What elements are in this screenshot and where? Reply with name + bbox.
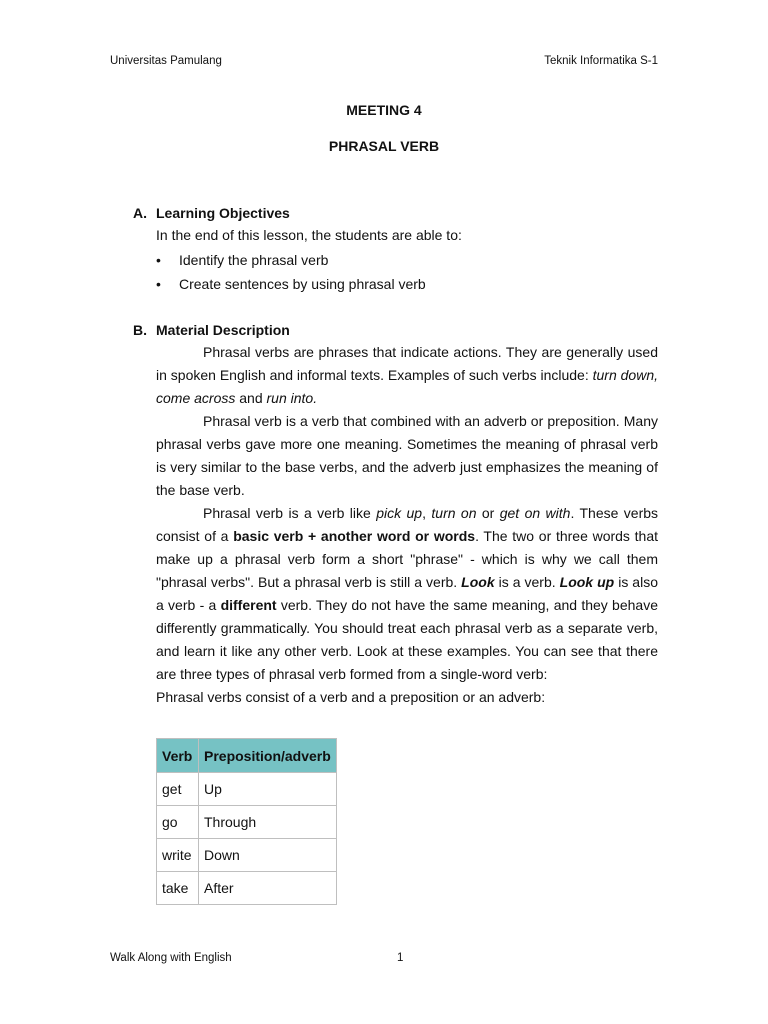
verb-cell: write [157, 839, 199, 872]
paragraph-3: Phrasal verb is a verb like pick up, turn on or get on with. These verbs consist of a basic verb + another word or words. The two or three words that make up a phrasal verb form a short "phrase" - which is why we call them "phrasal verbs". But a phrasal verb is still a verb. Look is a verb. Look up is also a verb - a different verb. They do not have the same meaning, and they behave differently grammatically. You should treat each phrasal verb as a separate verb, and learn it like any other verb. Look at these examples. You can see that there are three types of phrasal verb formed from a single-word verb: [156, 505, 659, 682]
paragraph-1: Phrasal verbs are phrases that indicate actions. They are generally used in spoken English and informal texts. Examples of such verbs include: turn down, come across and run into. [156, 344, 659, 406]
verb-cell: take [157, 872, 199, 905]
bullet-icon: • [156, 276, 161, 292]
footer-course-title: Walk Along with English [110, 952, 232, 964]
header-program: Teknik Informatika S-1 [544, 55, 658, 67]
meeting-title: MEETING 4 [346, 102, 422, 118]
bullet-icon: • [156, 252, 161, 268]
verb-cell: get [157, 773, 199, 806]
column-header-verb: Verb [157, 739, 199, 773]
objective-text: Identify the phrasal verb [179, 252, 329, 268]
header-institution: Universitas Pamulang [110, 55, 222, 67]
section-b-title: Material Description [156, 322, 290, 338]
material-description-body [156, 341, 658, 709]
objective-text: Create sentences by using phrasal verb [179, 276, 426, 292]
preposition-cell: Down [199, 839, 337, 872]
page-number: 1 [397, 952, 404, 964]
paragraph-2: Phrasal verb is a verb that combined with an adverb or preposition. Many phrasal verbs gave more one meaning. Sometimes the meaning of phrasal verb is very similar to the base verbs, and the adverb just emphasizes the meaning of the base verb. [156, 413, 658, 498]
preposition-cell: Up [199, 773, 337, 806]
preposition-cell: After [199, 872, 337, 905]
section-a-intro: In the end of this lesson, the students are able to: [156, 227, 462, 243]
verb-cell: go [157, 806, 199, 839]
preposition-cell: Through [199, 806, 337, 839]
table-intro: Phrasal verbs consist of a verb and a preposition or an adverb: [156, 689, 546, 705]
table-row [157, 806, 337, 839]
table-row [157, 839, 337, 872]
column-header-preposition: Preposition/adverb [199, 739, 337, 773]
section-a-title: Learning Objectives [156, 205, 290, 221]
section-b-letter: B. [133, 322, 147, 338]
phrasal-verb-table [156, 738, 337, 905]
topic-title: PHRASAL VERB [328, 138, 440, 154]
table-row [157, 773, 337, 806]
section-a-letter: A. [133, 205, 147, 221]
table-header-row [157, 739, 337, 773]
table-row [157, 872, 337, 905]
